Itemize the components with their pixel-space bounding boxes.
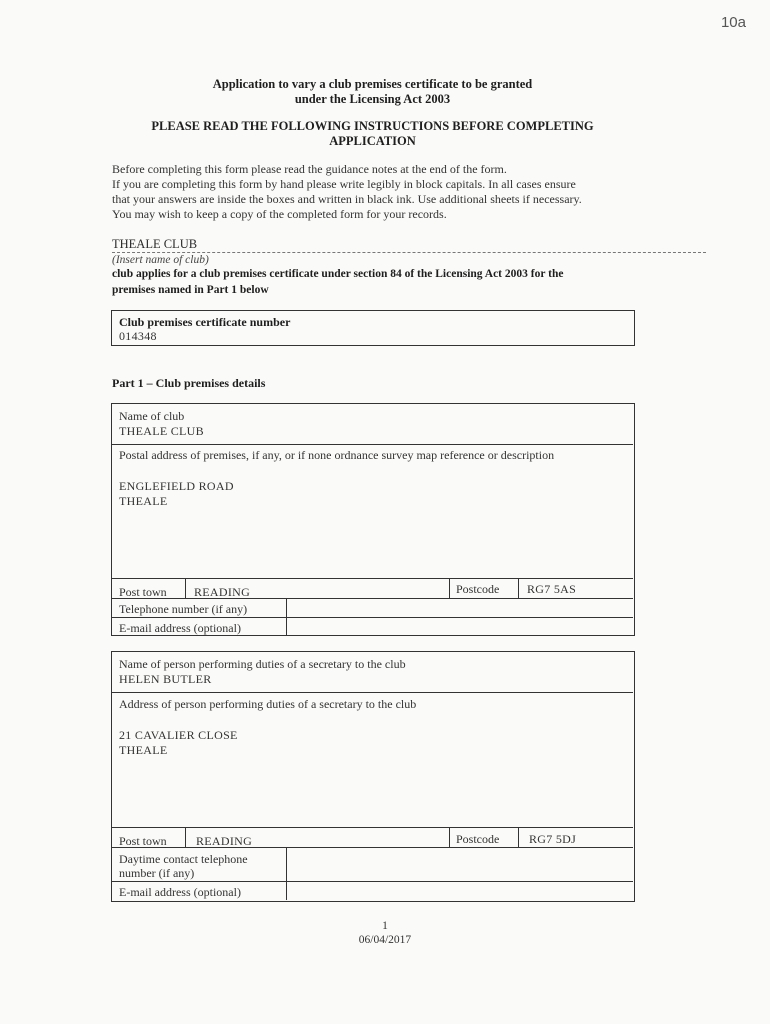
page-number: 1 (382, 920, 388, 932)
divider (112, 598, 633, 599)
divider (112, 444, 633, 445)
applies-line1: club applies for a club premises certificate under section 84 of the Licensing Act 2003 for the (112, 268, 564, 280)
divider (185, 827, 186, 847)
premises-address-line2[interactable]: THEALE (119, 494, 168, 508)
secretary-address-line2[interactable]: THEALE (119, 743, 168, 757)
club-name-field[interactable] (112, 237, 706, 253)
post-town-input[interactable]: READING (194, 585, 251, 599)
divider (112, 881, 633, 882)
instructions-heading-line1: PLEASE READ THE FOLLOWING INSTRUCTIONS BEFORE COMPLETING (151, 119, 594, 133)
certificate-number-box[interactable] (111, 310, 635, 346)
secretary-email-label: E-mail address (optional) (119, 885, 241, 899)
secretary-postcode-label: Postcode (456, 832, 500, 846)
applies-line2: premises named in Part 1 below (112, 284, 269, 296)
insert-club-hint: (Insert name of club) (112, 254, 209, 266)
telephone-label: Telephone number (if any) (119, 602, 248, 616)
divider (449, 827, 450, 847)
instruction-line: If you are completing this form by hand please write legibly in block capitals. In all cases ensure (112, 177, 576, 191)
premises-details-box (111, 403, 635, 636)
secretary-details-box (111, 651, 635, 902)
secretary-post-town-input[interactable]: READING (196, 834, 253, 848)
divider (112, 847, 633, 848)
postcode-input[interactable]: RG7 5AS (527, 582, 577, 596)
secretary-telephone-input[interactable] (290, 849, 630, 879)
form-title-line2: under the Licensing Act 2003 (294, 92, 451, 106)
secretary-email-input[interactable] (290, 883, 630, 899)
page-corner-label: 10a (720, 14, 746, 31)
secretary-telephone-label (119, 852, 248, 880)
premises-address-line1[interactable]: ENGLEFIELD ROAD (119, 479, 234, 493)
divider (112, 692, 633, 693)
applies-statement (112, 266, 652, 298)
divider (112, 617, 633, 618)
postcode-label: Postcode (456, 582, 500, 596)
footer-date: 06/04/2017 (358, 934, 412, 946)
secretary-address-label: Address of person performing duties of a secretary to the club (119, 697, 417, 711)
secretary-telephone-label-line1: Daytime contact telephone (119, 852, 248, 866)
telephone-input[interactable] (290, 600, 630, 616)
secretary-address-line1[interactable]: 21 CAVALIER CLOSE (119, 728, 238, 742)
secretary-name-label: Name of person performing duties of a secretary to the club (119, 657, 406, 671)
email-input[interactable] (290, 619, 630, 635)
instruction-line: that your answers are inside the boxes and written in black ink. Use additional sheets if necessary. (112, 192, 582, 206)
divider (286, 847, 287, 900)
secretary-telephone-label-line2: number (if any) (119, 866, 195, 880)
divider (518, 827, 519, 847)
email-label: E-mail address (optional) (119, 621, 241, 635)
divider (112, 827, 633, 828)
divider (449, 578, 450, 598)
secretary-post-town-label: Post town (119, 834, 167, 848)
premises-address-label: Postal address of premises, if any, or if none ordnance survey map reference or description (119, 448, 555, 462)
instruction-line: Before completing this form please read the guidance notes at the end of the form. (112, 162, 507, 176)
certificate-number-label: Club premises certificate number (119, 315, 291, 329)
instructions-heading-line2: APPLICATION (329, 134, 416, 148)
post-town-label: Post town (119, 585, 167, 599)
club-name-label: Name of club (119, 409, 185, 423)
club-name-value: THEALE CLUB (112, 237, 198, 251)
secretary-postcode-input[interactable]: RG7 5DJ (529, 832, 577, 846)
club-name-input[interactable]: THEALE CLUB (119, 424, 204, 438)
divider (185, 578, 186, 598)
part1-heading: Part 1 – Club premises details (112, 376, 266, 390)
divider (112, 578, 633, 579)
secretary-name-input[interactable]: HELEN BUTLER (119, 672, 212, 686)
instruction-line: You may wish to keep a copy of the completed form for your records. (112, 207, 447, 221)
divider (518, 578, 519, 598)
form-title-line1: Application to vary a club premises certificate to be granted (212, 77, 533, 91)
certificate-number-value: 014348 (119, 329, 157, 343)
